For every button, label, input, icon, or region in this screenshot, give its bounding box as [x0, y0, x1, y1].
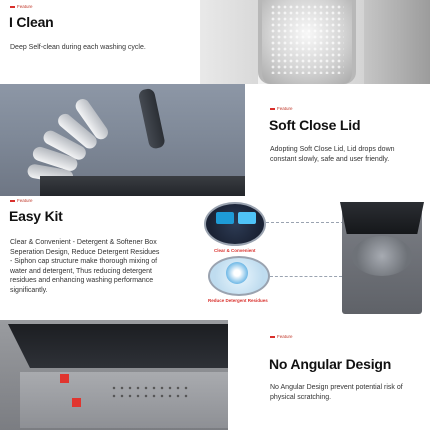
section-title: Soft Close Lid	[269, 117, 361, 133]
rounded-corner-marker-icon	[60, 374, 69, 383]
tag-bar-icon	[270, 336, 275, 338]
rounded-corner-marker-icon	[72, 398, 81, 407]
tag-bar-icon	[270, 108, 275, 110]
control-buttons	[110, 384, 190, 402]
callout-line	[266, 222, 344, 223]
feature-tag-label: Feature	[17, 4, 33, 9]
detergent-tray-icon	[216, 212, 234, 224]
section-soft-close-lid	[0, 84, 430, 196]
feature-tag-label: Feature	[277, 334, 293, 339]
feature-tag-label: Feature	[277, 106, 293, 111]
clear-convenient-label: Clear & Convenient	[214, 248, 256, 253]
reduce-residues-label: Reduce Detergent Residues	[208, 298, 268, 303]
section-title: No Angular Design	[269, 356, 392, 372]
callout-line	[270, 276, 342, 277]
section-description: No Angular Design prevent potential risk of physical scratching.	[270, 384, 403, 401]
section-no-angular-design	[0, 320, 430, 430]
section-title: I Clean	[9, 14, 54, 30]
cabinet-wall	[200, 0, 258, 84]
section-easy-kit	[0, 196, 430, 320]
tag-bar-icon	[10, 200, 15, 202]
siphon-cap-icon	[226, 262, 248, 284]
machine-top	[40, 176, 245, 196]
washer-glass-top	[8, 324, 228, 368]
detergent-box-closeup	[204, 202, 266, 246]
section-description: Clear & Convenient - Detergent & Softener Box Seperation Design, Reduce Detergent Residues - Siphon cap structure make thorough mixing of water and detergent, Thus reducing detergent residues and enhancing washing performance significantly.	[10, 239, 160, 294]
drum-perforation-pattern	[270, 4, 344, 74]
lid-motion-photo	[0, 84, 245, 196]
washer-lid	[340, 202, 424, 234]
feature-tag	[10, 198, 33, 203]
cabinet-wall-right	[364, 0, 430, 84]
washer-tub	[352, 236, 412, 276]
section-description: Adopting Soft Close Lid, Lid drops down constant slowly, safe and user friendly.	[270, 146, 395, 163]
section-title: Easy Kit	[9, 208, 63, 224]
tag-bar-icon	[10, 6, 15, 8]
section-description: Deep Self-clean during each washing cycle.	[10, 44, 146, 51]
feature-tag	[10, 4, 33, 9]
softener-tray-icon	[238, 212, 256, 224]
feature-tag	[270, 334, 293, 339]
section-i-clean	[0, 0, 430, 84]
lid-open	[138, 88, 166, 150]
feature-tag	[270, 106, 293, 111]
feature-tag-label: Feature	[17, 198, 33, 203]
